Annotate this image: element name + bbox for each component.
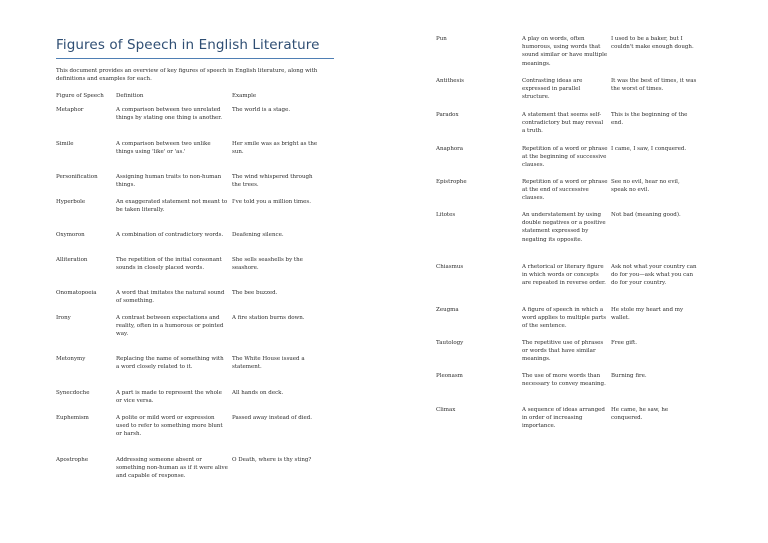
example-cell: I used to be a baker, but I couldn't make enough dough. [611,36,694,51]
definition-cell: A combination of contradictory words. [116,232,224,238]
term-cell: Irony [56,315,71,321]
definition-cell: A word that imitates the natural sound of something. [116,290,225,305]
term-cell: Litotes [436,212,456,218]
definition-cell: The repetitive use of phrases or words that have similar meanings. [522,340,604,363]
definition-cell: An exaggerated statement not meant to be taken literally. [116,199,228,214]
term-cell: Metonymy [56,356,86,362]
definition-cell: A play on words, often humorous, using words that sound similar or have multiple meanings. [522,36,608,67]
example-cell: I've told you a million times. [232,199,311,205]
definition-cell: Addressing someone absent or something non-human as if it were alive and capable of response. [116,457,228,480]
example-cell: Her smile was as bright as the sun. [232,141,318,156]
definition-cell: The use of more words than necessary to convey meaning. [522,373,606,388]
term-cell: Personification [56,174,98,180]
definition-cell: A figure of speech in which a word applies to multiple parts of the sentence. [522,307,607,330]
title-underline [56,58,334,59]
definition-cell: The repetition of the initial consonant sounds in closely placed words. [116,257,222,272]
example-cell: She sells seashells by the seashore. [232,257,303,272]
example-cell: The bee buzzed. [232,290,278,296]
term-cell: Apostrophe [56,457,89,463]
definition-cell: Replacing the name of something with a word closely related to it. [116,356,224,371]
example-cell: A fire station burns down. [232,315,305,321]
header-definition: Definition [116,93,144,99]
example-cell: All hands on deck. [232,390,284,396]
term-cell: Metaphor [56,107,84,113]
term-cell: Alliteration [56,257,88,263]
term-cell: Antithesis [436,78,464,84]
header-term: Figure of Speech [56,93,104,99]
definition-cell: A statement that seems self-contradictory but may reveal a truth. [522,112,604,135]
header-example: Example [232,93,257,99]
example-cell: It was the best of times, it was the worst of times. [611,78,697,93]
term-cell: Chiasmus [436,264,464,270]
definition-cell: A polite or mild word or expression used to refer to something more blunt or harsh. [116,415,223,438]
definition-cell: A rhetorical or literary figure in which words or concepts are repeated in reverse order. [522,264,606,287]
term-cell: Simile [56,141,74,147]
example-cell: Burning fire. [611,373,647,379]
definition-cell: A part is made to represent the whole or vice versa. [116,390,222,405]
term-cell: Synecdoche [56,390,90,396]
term-cell: Tautology [436,340,464,346]
term-cell: Anaphora [436,146,464,152]
example-cell: Not bad (meaning good). [611,212,681,218]
example-cell: The wind whispered through the trees. [232,174,313,189]
right-page [384,0,768,543]
definition-cell: Assigning human traits to non-human things. [116,174,222,189]
example-cell: O Death, where is thy sting? [232,457,312,463]
document-title: Figures of Speech in English Literature [56,37,320,53]
example-cell: This is the beginning of the end. [611,112,688,127]
term-cell: Hyperbole [56,199,86,205]
example-cell: I came, I saw, I conquered. [611,146,687,152]
term-cell: Pleonasm [436,373,463,379]
example-cell: Deafening silence. [232,232,284,238]
intro-paragraph: This document provides an overview of key figures of speech in English literature, along with definitions and examples for each. [56,68,318,82]
term-cell: Oxymoron [56,232,85,238]
example-cell: The world is a stage. [232,107,291,113]
definition-cell: A comparison between two unlike things using 'like' or 'as.' [116,141,211,156]
definition-cell: A sequence of ideas arranged in order of increasing importance. [522,407,605,430]
term-cell: Climax [436,407,456,413]
term-cell: Zeugma [436,307,459,313]
definition-cell: Repetition of a word or phrase at the beginning of successive clauses. [522,146,608,169]
term-cell: Epistrophe [436,179,467,185]
term-cell: Paradox [436,112,459,118]
example-cell: He came, he saw, he conquered. [611,407,669,422]
example-cell: Passed away instead of died. [232,415,313,421]
definition-cell: A contrast between expectations and reality, often in a humorous or pointed way. [116,315,224,338]
definition-cell: An understatement by using double negatives or a positive statement expressed by negating its opposite. [522,212,606,243]
example-cell: Ask not what your country can do for you—ask what you can do for your country. [611,264,697,287]
term-cell: Onomatopoeia [56,290,97,296]
example-cell: He stole my heart and my wallet. [611,307,684,322]
example-cell: See no evil, hear no evil, speak no evil. [611,179,680,194]
term-cell: Pun [436,36,447,42]
definition-cell: A comparison between two unrelated things by stating one thing is another. [116,107,223,122]
term-cell: Euphemism [56,415,89,421]
example-cell: Free gift. [611,340,637,346]
definition-cell: Contrasting ideas are expressed in parallel structure. [522,78,583,101]
definition-cell: Repetition of a word or phrase at the end of successive clauses. [522,179,608,202]
example-cell: The White House issued a statement. [232,356,305,371]
